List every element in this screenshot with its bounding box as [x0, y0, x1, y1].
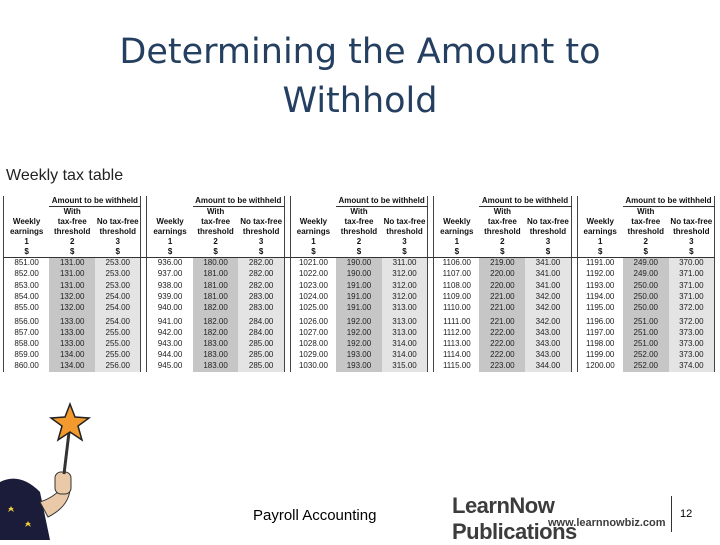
- no-threshold-header: No tax-free: [382, 217, 428, 227]
- with-threshold-cell: 183.00: [193, 339, 239, 350]
- column-number: 1: [4, 237, 50, 247]
- with-threshold-cell: 222.00: [479, 350, 525, 361]
- weekly-earnings-cell: 859.00: [4, 350, 50, 361]
- unit-label: $: [336, 247, 382, 258]
- no-threshold-header: [95, 207, 141, 218]
- with-threshold-cell: 132.00: [49, 291, 95, 302]
- unit-label: $: [479, 247, 525, 258]
- no-threshold-cell: 371.00: [669, 291, 715, 302]
- weekly-earnings-cell: 1196.00: [577, 317, 623, 328]
- with-threshold-cell: 182.00: [193, 302, 239, 313]
- weekly-earnings-cell: 1112.00: [434, 328, 480, 339]
- with-threshold-cell: 252.00: [623, 350, 669, 361]
- no-threshold-cell: 374.00: [669, 361, 715, 372]
- table-row: [4, 350, 715, 361]
- wizard-with-star-wand-icon: [0, 402, 100, 540]
- unit-label: $: [238, 247, 284, 258]
- with-threshold-header: tax-free: [336, 217, 382, 227]
- column-number: 3: [382, 237, 428, 247]
- weekly-earnings-cell: 1107.00: [434, 269, 480, 280]
- weekly-earnings-cell: 1026.00: [290, 317, 336, 328]
- weekly-earnings-cell: 1028.00: [290, 339, 336, 350]
- with-threshold-cell: 250.00: [623, 280, 669, 291]
- earnings-header: earnings: [4, 227, 50, 237]
- with-threshold-cell: 219.00: [479, 258, 525, 270]
- table-row: [4, 280, 715, 291]
- header-blank: [290, 196, 336, 207]
- with-threshold-cell: 221.00: [479, 302, 525, 313]
- no-threshold-header: No tax-free: [238, 217, 284, 227]
- weekly-earnings-cell: 942.00: [147, 328, 193, 339]
- no-threshold-header: [238, 207, 284, 218]
- earnings-header: [290, 207, 336, 218]
- no-threshold-cell: 344.00: [525, 361, 571, 372]
- weekly-earnings-cell: 945.00: [147, 361, 193, 372]
- earnings-header: [577, 207, 623, 218]
- no-threshold-header: [525, 207, 571, 218]
- weekly-earnings-cell: 943.00: [147, 339, 193, 350]
- weekly-earnings-cell: 1195.00: [577, 302, 623, 313]
- with-threshold-header: threshold: [623, 227, 669, 237]
- no-threshold-cell: 253.00: [95, 258, 141, 270]
- weekly-earnings-cell: 936.00: [147, 258, 193, 270]
- with-threshold-cell: 250.00: [623, 302, 669, 313]
- no-threshold-cell: 312.00: [382, 291, 428, 302]
- slide-title-line2: Withhold: [282, 81, 438, 121]
- no-threshold-cell: 373.00: [669, 328, 715, 339]
- no-threshold-header: No tax-free: [95, 217, 141, 227]
- with-threshold-cell: 132.00: [49, 302, 95, 313]
- header-blank: [147, 196, 193, 207]
- with-threshold-header: threshold: [479, 227, 525, 237]
- with-threshold-header: threshold: [193, 227, 239, 237]
- with-threshold-cell: 252.00: [623, 361, 669, 372]
- no-threshold-cell: 312.00: [382, 280, 428, 291]
- no-threshold-cell: 371.00: [669, 269, 715, 280]
- no-threshold-cell: 342.00: [525, 317, 571, 328]
- earnings-header: earnings: [577, 227, 623, 237]
- column-number: 2: [193, 237, 239, 247]
- with-threshold-header: With: [479, 207, 525, 218]
- weekly-earnings-cell: 1106.00: [434, 258, 480, 270]
- column-number: 1: [577, 237, 623, 247]
- no-threshold-cell: 313.00: [382, 302, 428, 313]
- earnings-header: Weekly: [577, 217, 623, 227]
- no-threshold-cell: 313.00: [382, 328, 428, 339]
- with-threshold-cell: 134.00: [49, 350, 95, 361]
- weekly-earnings-cell: 858.00: [4, 339, 50, 350]
- earnings-header: [434, 207, 480, 218]
- with-threshold-cell: 251.00: [623, 317, 669, 328]
- no-threshold-cell: 282.00: [238, 269, 284, 280]
- with-threshold-header: With: [623, 207, 669, 218]
- no-threshold-cell: 370.00: [669, 258, 715, 270]
- with-threshold-cell: 190.00: [336, 258, 382, 270]
- weekly-earnings-cell: 939.00: [147, 291, 193, 302]
- weekly-earnings-cell: 852.00: [4, 269, 50, 280]
- table-row: [4, 328, 715, 339]
- weekly-earnings-cell: 1200.00: [577, 361, 623, 372]
- unit-label: $: [4, 247, 50, 258]
- no-threshold-cell: 253.00: [95, 280, 141, 291]
- with-threshold-cell: 193.00: [336, 361, 382, 372]
- weekly-earnings-cell: 1110.00: [434, 302, 480, 313]
- weekly-earnings-cell: 938.00: [147, 280, 193, 291]
- publisher-logo: [452, 493, 668, 544]
- with-threshold-header: With: [49, 207, 95, 218]
- column-number: 1: [434, 237, 480, 247]
- weekly-earnings-cell: 855.00: [4, 302, 50, 313]
- with-threshold-header: tax-free: [479, 217, 525, 227]
- no-threshold-header: threshold: [525, 227, 571, 237]
- unit-label: $: [669, 247, 715, 258]
- with-threshold-cell: 131.00: [49, 258, 95, 270]
- with-threshold-cell: 222.00: [479, 328, 525, 339]
- table-row: [4, 291, 715, 302]
- no-threshold-cell: 312.00: [382, 269, 428, 280]
- table-caption: Weekly tax table: [6, 167, 124, 184]
- weekly-earnings-cell: 1027.00: [290, 328, 336, 339]
- no-threshold-cell: 283.00: [238, 302, 284, 313]
- no-threshold-cell: 314.00: [382, 350, 428, 361]
- no-threshold-cell: 342.00: [525, 302, 571, 313]
- no-threshold-cell: 283.00: [238, 291, 284, 302]
- amount-withheld-header: Amount to be withheld: [623, 196, 715, 207]
- unit-label: $: [382, 247, 428, 258]
- table-row: [4, 361, 715, 372]
- earnings-header: [4, 207, 50, 218]
- no-threshold-cell: 341.00: [525, 258, 571, 270]
- column-number: 2: [479, 237, 525, 247]
- with-threshold-cell: 133.00: [49, 339, 95, 350]
- slide-title-line1: Determining the Amount to: [119, 32, 601, 72]
- unit-label: $: [623, 247, 669, 258]
- column-number: 3: [669, 237, 715, 247]
- with-threshold-header: tax-free: [193, 217, 239, 227]
- no-threshold-cell: 373.00: [669, 350, 715, 361]
- with-threshold-header: With: [336, 207, 382, 218]
- table-row: [4, 302, 715, 313]
- with-threshold-cell: 192.00: [336, 328, 382, 339]
- unit-label: $: [193, 247, 239, 258]
- no-threshold-cell: 284.00: [238, 317, 284, 328]
- no-threshold-cell: 343.00: [525, 339, 571, 350]
- no-threshold-cell: 372.00: [669, 317, 715, 328]
- logo-divider: [671, 496, 672, 532]
- no-threshold-header: [382, 207, 428, 218]
- with-threshold-cell: 221.00: [479, 291, 525, 302]
- no-threshold-cell: 253.00: [95, 269, 141, 280]
- header-blank: [434, 196, 480, 207]
- no-threshold-cell: 373.00: [669, 339, 715, 350]
- with-threshold-cell: 134.00: [49, 361, 95, 372]
- weekly-earnings-cell: 1023.00: [290, 280, 336, 291]
- with-threshold-cell: 221.00: [479, 317, 525, 328]
- with-threshold-cell: 181.00: [193, 280, 239, 291]
- earnings-header: earnings: [290, 227, 336, 237]
- no-threshold-cell: 285.00: [238, 339, 284, 350]
- earnings-header: Weekly: [147, 217, 193, 227]
- header-blank: [4, 196, 50, 207]
- weekly-earnings-cell: 1108.00: [434, 280, 480, 291]
- weekly-earnings-cell: 1113.00: [434, 339, 480, 350]
- with-threshold-cell: 182.00: [193, 317, 239, 328]
- no-threshold-cell: 284.00: [238, 328, 284, 339]
- with-threshold-cell: 181.00: [193, 269, 239, 280]
- with-threshold-cell: 181.00: [193, 291, 239, 302]
- earnings-header: [147, 207, 193, 218]
- weekly-earnings-cell: 1022.00: [290, 269, 336, 280]
- with-threshold-cell: 249.00: [623, 269, 669, 280]
- with-threshold-header: tax-free: [623, 217, 669, 227]
- weekly-earnings-cell: 1198.00: [577, 339, 623, 350]
- weekly-earnings-cell: 1194.00: [577, 291, 623, 302]
- table-row: [4, 317, 715, 328]
- logo-brand: LearnNow Publications: [452, 493, 577, 544]
- no-threshold-header: No tax-free: [525, 217, 571, 227]
- no-threshold-cell: 256.00: [95, 361, 141, 372]
- column-number: 2: [336, 237, 382, 247]
- weekly-earnings-cell: 851.00: [4, 258, 50, 270]
- no-threshold-cell: 371.00: [669, 280, 715, 291]
- weekly-earnings-cell: 1199.00: [577, 350, 623, 361]
- weekly-tax-table: [3, 196, 715, 372]
- no-threshold-header: No tax-free: [669, 217, 715, 227]
- earnings-header: earnings: [434, 227, 480, 237]
- no-threshold-cell: 254.00: [95, 291, 141, 302]
- with-threshold-cell: 220.00: [479, 280, 525, 291]
- weekly-earnings-cell: 1192.00: [577, 269, 623, 280]
- earnings-header: earnings: [147, 227, 193, 237]
- no-threshold-header: threshold: [238, 227, 284, 237]
- no-threshold-cell: 255.00: [95, 350, 141, 361]
- column-number: 2: [623, 237, 669, 247]
- unit-label: $: [49, 247, 95, 258]
- amount-withheld-header: Amount to be withheld: [479, 196, 571, 207]
- with-threshold-cell: 133.00: [49, 317, 95, 328]
- with-threshold-header: threshold: [49, 227, 95, 237]
- with-threshold-cell: 220.00: [479, 269, 525, 280]
- no-threshold-cell: 313.00: [382, 317, 428, 328]
- page-number: 12: [680, 508, 693, 520]
- column-number: 3: [95, 237, 141, 247]
- unit-label: $: [95, 247, 141, 258]
- with-threshold-cell: 191.00: [336, 291, 382, 302]
- weekly-earnings-cell: 1197.00: [577, 328, 623, 339]
- weekly-earnings-cell: 854.00: [4, 291, 50, 302]
- with-threshold-cell: 191.00: [336, 302, 382, 313]
- with-threshold-cell: 250.00: [623, 291, 669, 302]
- with-threshold-cell: 251.00: [623, 339, 669, 350]
- no-threshold-cell: 255.00: [95, 328, 141, 339]
- with-threshold-cell: 182.00: [193, 328, 239, 339]
- weekly-earnings-cell: 856.00: [4, 317, 50, 328]
- weekly-earnings-cell: 1029.00: [290, 350, 336, 361]
- weekly-earnings-cell: 1109.00: [434, 291, 480, 302]
- no-threshold-cell: 311.00: [382, 258, 428, 270]
- weekly-earnings-cell: 853.00: [4, 280, 50, 291]
- slide-title: [80, 28, 640, 126]
- weekly-earnings-cell: 1024.00: [290, 291, 336, 302]
- with-threshold-cell: 183.00: [193, 361, 239, 372]
- earnings-header: Weekly: [434, 217, 480, 227]
- weekly-earnings-cell: 1111.00: [434, 317, 480, 328]
- amount-withheld-header: Amount to be withheld: [49, 196, 141, 207]
- no-threshold-header: [669, 207, 715, 218]
- footer-text: Payroll Accounting: [253, 507, 377, 524]
- no-threshold-cell: 285.00: [238, 350, 284, 361]
- unit-label: $: [525, 247, 571, 258]
- no-threshold-cell: 315.00: [382, 361, 428, 372]
- with-threshold-cell: 192.00: [336, 339, 382, 350]
- with-threshold-cell: 133.00: [49, 328, 95, 339]
- weekly-earnings-cell: 1025.00: [290, 302, 336, 313]
- with-threshold-cell: 193.00: [336, 350, 382, 361]
- weekly-earnings-cell: 1021.00: [290, 258, 336, 270]
- no-threshold-cell: 255.00: [95, 339, 141, 350]
- no-threshold-cell: 314.00: [382, 339, 428, 350]
- weekly-earnings-cell: 1193.00: [577, 280, 623, 291]
- no-threshold-cell: 254.00: [95, 302, 141, 313]
- no-threshold-cell: 254.00: [95, 317, 141, 328]
- earnings-header: Weekly: [4, 217, 50, 227]
- weekly-earnings-cell: 944.00: [147, 350, 193, 361]
- no-threshold-cell: 342.00: [525, 291, 571, 302]
- weekly-earnings-cell: 1114.00: [434, 350, 480, 361]
- weekly-earnings-cell: 937.00: [147, 269, 193, 280]
- weekly-earnings-cell: 860.00: [4, 361, 50, 372]
- with-threshold-cell: 191.00: [336, 280, 382, 291]
- column-number: 3: [525, 237, 571, 247]
- with-threshold-cell: 192.00: [336, 317, 382, 328]
- with-threshold-cell: 251.00: [623, 328, 669, 339]
- amount-withheld-header: Amount to be withheld: [193, 196, 285, 207]
- with-threshold-cell: 183.00: [193, 350, 239, 361]
- earnings-header: Weekly: [290, 217, 336, 227]
- no-threshold-header: threshold: [382, 227, 428, 237]
- column-number: 1: [290, 237, 336, 247]
- no-threshold-cell: 341.00: [525, 280, 571, 291]
- no-threshold-cell: 341.00: [525, 269, 571, 280]
- unit-label: $: [147, 247, 193, 258]
- no-threshold-cell: 343.00: [525, 350, 571, 361]
- no-threshold-cell: 372.00: [669, 302, 715, 313]
- with-threshold-header: tax-free: [49, 217, 95, 227]
- column-number: 1: [147, 237, 193, 247]
- with-threshold-cell: 223.00: [479, 361, 525, 372]
- with-threshold-cell: 190.00: [336, 269, 382, 280]
- no-threshold-cell: 282.00: [238, 258, 284, 270]
- weekly-earnings-cell: 941.00: [147, 317, 193, 328]
- no-threshold-cell: 343.00: [525, 328, 571, 339]
- no-threshold-cell: 285.00: [238, 361, 284, 372]
- amount-withheld-header: Amount to be withheld: [336, 196, 428, 207]
- weekly-earnings-cell: 857.00: [4, 328, 50, 339]
- weekly-earnings-cell: 1115.00: [434, 361, 480, 372]
- no-threshold-header: threshold: [95, 227, 141, 237]
- with-threshold-header: With: [193, 207, 239, 218]
- weekly-earnings-cell: 1030.00: [290, 361, 336, 372]
- logo-url: www.learnnowbiz.com: [548, 517, 666, 529]
- table-row: [4, 339, 715, 350]
- with-threshold-cell: 131.00: [49, 280, 95, 291]
- table-row: [4, 258, 715, 270]
- table-row: [4, 269, 715, 280]
- no-threshold-cell: 282.00: [238, 280, 284, 291]
- unit-label: $: [577, 247, 623, 258]
- unit-label: $: [434, 247, 480, 258]
- with-threshold-cell: 180.00: [193, 258, 239, 270]
- column-number: 2: [49, 237, 95, 247]
- with-threshold-header: threshold: [336, 227, 382, 237]
- with-threshold-cell: 131.00: [49, 269, 95, 280]
- with-threshold-cell: 249.00: [623, 258, 669, 270]
- with-threshold-cell: 222.00: [479, 339, 525, 350]
- unit-label: $: [290, 247, 336, 258]
- header-blank: [577, 196, 623, 207]
- weekly-earnings-cell: 940.00: [147, 302, 193, 313]
- weekly-earnings-cell: 1191.00: [577, 258, 623, 270]
- no-threshold-header: threshold: [669, 227, 715, 237]
- column-number: 3: [238, 237, 284, 247]
